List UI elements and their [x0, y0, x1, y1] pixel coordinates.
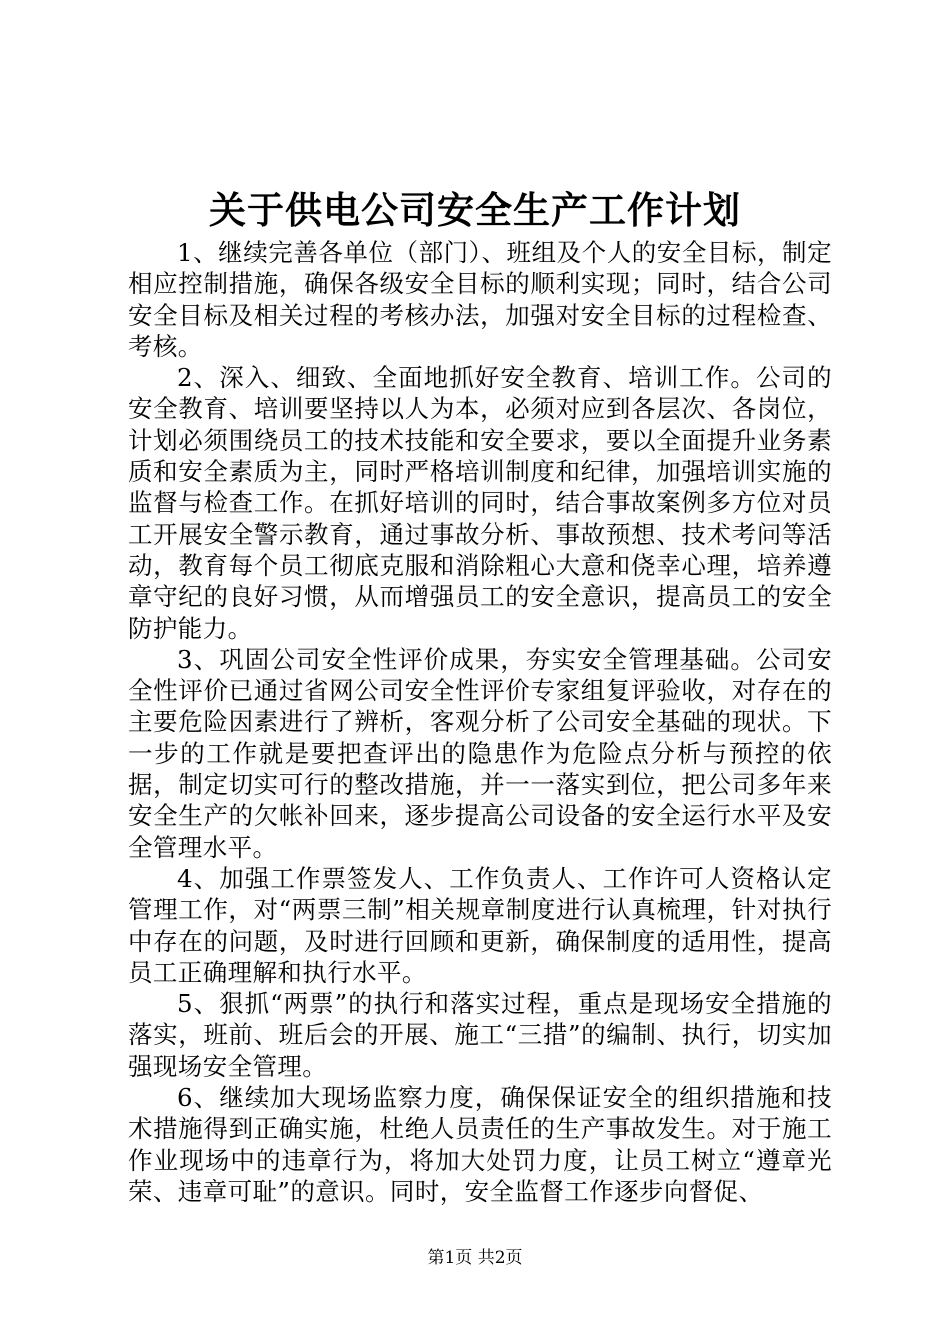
document-title: 关于供电公司安全生产工作计划 — [209, 188, 741, 232]
paragraph-1: 1、继续完善各单位（部门）、班组及个人的安全目标，制定相应控制措施，确保各级安全目标的顺利实现；同时，结合公司安全目标及相关过程的考核办法，加强对安全目标的过程检查、考核。 — [128, 238, 832, 361]
paragraph-5: 5、狠抓“两票”的执行和落实过程，重点是现场安全措施的落实，班前、班后会的开展、施工“三措”的编制、执行，切实加强现场安全管理。 — [128, 989, 832, 1081]
document-body — [128, 237, 832, 1207]
page-number-footer: 第1页 共2页 — [427, 1248, 523, 1268]
paragraph-4: 4、加强工作票签发人、工作负责人、工作许可人资格认定管理工作，对“两票三制”相关规章制度进行认真梳理，针对执行中存在的问题，及时进行回顾和更新，确保制度的适用性，提高员工正确理解和执行水平。 — [128, 863, 832, 987]
paragraph-3: 3、巩固公司安全性评价成果，夯实安全管理基础。公司安全性评价已通过省网公司安全性评价专家组复评验收，对存在的主要危险因素进行了辨析，客观分析了公司安全基础的现状。下一步的工作就是要把查评出的隐患作为危险点分析与预控的依据，制定切实可行的整改措施，并一一落实到位，把公司多年来安全生产的欠帐补回来，逐步提高公司设备的安全运行水平及安全管理水平。 — [128, 644, 832, 862]
paragraph-2: 2、深入、细致、全面地抓好安全教育、培训工作。公司的安全教育、培训要坚持以人为本，必须对应到各层次、各岗位，计划必须围绕员工的技术技能和安全要求，要以全面提升业务素质和安全素质为主，同时严格培训制度和纪律，加强培训实施的监督与检查工作。在抓好培训的同时，结合事故案例多方位对员工开展安全警示教育，通过事故分析、事故预想、技术考问等活动，教育每个员工彻底克服和消除粗心大意和侥幸心理，培养遵章守纪的良好习惯，从而增强员工的安全意识，提高员工的安全防护能力。 — [128, 363, 832, 643]
paragraph-6: 6、继续加大现场监察力度，确保保证安全的组织措施和技术措施得到正确实施，杜绝人员责任的生产事故发生。对于施工作业现场中的违章行为，将加大处罚力度，让员工树立“遵章光荣、违章可耻”的意识。同时，安全监督工作逐步向督促、 — [128, 1083, 832, 1206]
